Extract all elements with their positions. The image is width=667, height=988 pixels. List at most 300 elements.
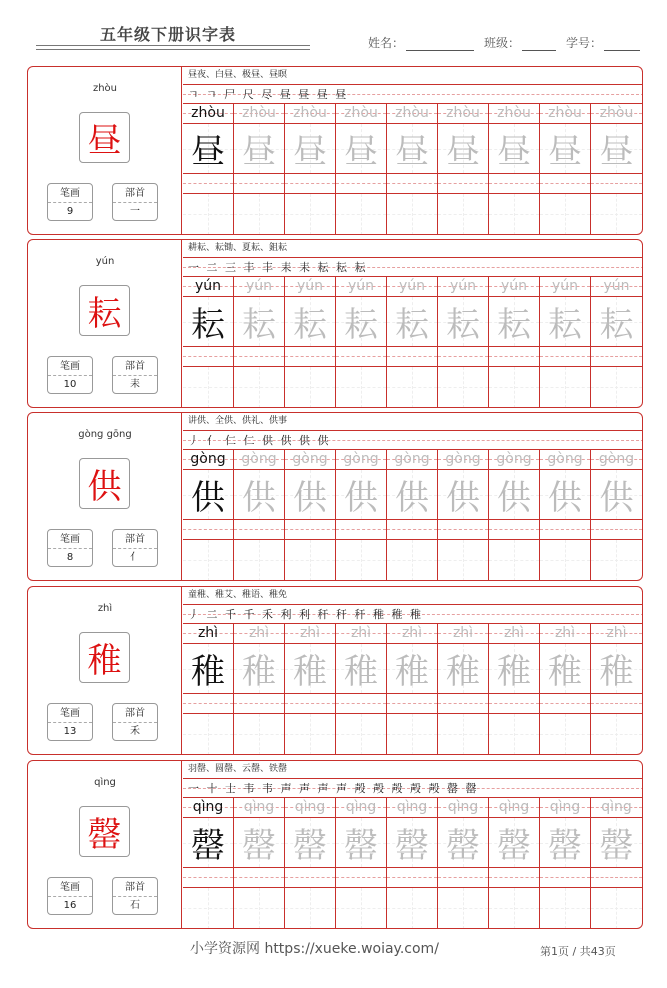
practice-character: 罄: [497, 826, 531, 866]
practice-cell[interactable]: [540, 798, 591, 929]
practice-cell[interactable]: [387, 798, 438, 929]
practice-cell[interactable]: [591, 104, 642, 235]
pinyin-slot: [438, 104, 488, 124]
practice-cell[interactable]: [183, 450, 234, 581]
stroke-count-label: 笔画: [48, 184, 92, 203]
stroke-order-row: [183, 431, 643, 450]
blank-pinyin-line: [183, 520, 233, 540]
character-info: [28, 587, 182, 754]
blank-pinyin-line: [336, 174, 386, 194]
blank-character-box: [438, 714, 488, 755]
practice-pinyin: gòng: [190, 451, 226, 467]
blank-writing-area[interactable]: [234, 868, 284, 929]
practice-character: 耘: [293, 305, 327, 345]
character-slot: [234, 124, 284, 174]
blank-writing-area[interactable]: [234, 174, 284, 235]
pinyin-slot: [234, 798, 284, 818]
practice-cell[interactable]: [285, 104, 336, 235]
character-info: [28, 240, 182, 407]
stroke-count-box: [47, 877, 93, 915]
blank-writing-area[interactable]: [540, 174, 590, 235]
practice-cell[interactable]: [234, 450, 285, 581]
character-slot: [438, 124, 488, 174]
number-field: [566, 34, 640, 51]
practice-pinyin: zhòu: [497, 105, 531, 121]
radical-value: 耒: [130, 379, 140, 390]
practice-cell[interactable]: [234, 104, 285, 235]
blank-character-box: [336, 888, 386, 929]
character-slot: [336, 297, 386, 347]
blank-character-box: [591, 888, 642, 929]
stroke-sequence: ㄱ ㄱ 尸 尺 尽 昼 昼 昼 昼: [188, 88, 349, 101]
practice-cell[interactable]: [387, 277, 438, 408]
pinyin-slot: [285, 277, 335, 297]
practice-cell[interactable]: [438, 798, 489, 929]
blank-writing-area[interactable]: [183, 347, 233, 408]
practice-cell[interactable]: [183, 104, 234, 235]
practice-pinyin: gòng: [496, 451, 532, 467]
page-number: 第1页 / 共43页: [540, 945, 616, 958]
blank-character-box: [591, 540, 642, 581]
practice-cell[interactable]: [234, 798, 285, 929]
blank-pinyin-line: [183, 174, 233, 194]
blank-writing-area[interactable]: [540, 694, 590, 755]
practice-cell[interactable]: [183, 277, 234, 408]
stroke-count-box: [47, 703, 93, 741]
radical-box: [112, 356, 158, 394]
blank-character-box: [591, 714, 642, 755]
practice-pinyin: yún: [347, 278, 375, 294]
practice-pinyin: zhì: [606, 625, 627, 641]
practice-character: 罄: [548, 826, 582, 866]
blank-pinyin-line: [438, 174, 488, 194]
practice-cell[interactable]: [438, 277, 489, 408]
practice-character: 耘: [395, 305, 429, 345]
stroke-count-value: 8: [66, 552, 74, 563]
practice-character: 耘: [497, 305, 531, 345]
blank-writing-area[interactable]: [234, 694, 284, 755]
blank-writing-area[interactable]: [387, 694, 437, 755]
practice-cell[interactable]: [285, 450, 336, 581]
pinyin-slot: [285, 104, 335, 124]
practice-character: 昼: [242, 132, 276, 172]
blank-pinyin-line: [438, 868, 488, 888]
blank-writing-area[interactable]: [285, 347, 335, 408]
practice-pinyin: gòng: [343, 451, 379, 467]
blank-character-box: [489, 540, 539, 581]
practice-cell[interactable]: [591, 624, 642, 755]
pinyin-slot: [438, 624, 488, 644]
practice-cell[interactable]: [489, 277, 540, 408]
practice-cell[interactable]: [489, 450, 540, 581]
practice-cell[interactable]: [285, 277, 336, 408]
practice-cell[interactable]: [234, 277, 285, 408]
practice-character: 昼: [344, 132, 378, 172]
blank-pinyin-line: [540, 694, 590, 714]
blank-pinyin-line: [387, 347, 437, 367]
character-slot: [234, 470, 284, 520]
practice-pinyin: zhòu: [599, 105, 634, 121]
practice-pinyin: zhì: [401, 625, 423, 641]
practice-character: 罄: [395, 826, 429, 866]
practice-character: 昼: [599, 132, 634, 172]
practice-character: 供: [293, 478, 327, 518]
blank-pinyin-line: [285, 868, 335, 888]
blank-character-box: [387, 194, 437, 235]
character-slot: [336, 124, 386, 174]
blank-pinyin-line: [540, 868, 590, 888]
practice-pinyin: yún: [603, 278, 630, 294]
practice-cell[interactable]: [540, 450, 591, 581]
character-slot: [387, 644, 437, 694]
practice-area: [183, 240, 643, 407]
character-display: 耘: [79, 285, 130, 336]
class-blank[interactable]: [522, 39, 556, 51]
pinyin-slot: [183, 798, 233, 818]
blank-pinyin-line: [285, 174, 335, 194]
blank-character-box: [183, 367, 233, 408]
blank-character-box: [285, 714, 335, 755]
blank-writing-area[interactable]: [387, 174, 437, 235]
blank-pinyin-line: [234, 347, 284, 367]
blank-writing-area[interactable]: [234, 520, 284, 581]
character-slot: [285, 644, 335, 694]
practice-cell[interactable]: [540, 277, 591, 408]
character-slot: [336, 644, 386, 694]
practice-pinyin: zhòu: [191, 105, 225, 121]
practice-cell[interactable]: [336, 104, 387, 235]
practice-cell[interactable]: [336, 277, 387, 408]
blank-writing-area[interactable]: [540, 520, 590, 581]
character-slot: [540, 644, 590, 694]
stroke-count-box: [47, 356, 93, 394]
practice-cell[interactable]: [540, 624, 591, 755]
blank-writing-area[interactable]: [285, 520, 335, 581]
blank-pinyin-line: [285, 520, 335, 540]
practice-pinyin: zhì: [554, 625, 576, 641]
blank-pinyin-line: [387, 694, 437, 714]
stroke-order-row: [183, 258, 643, 277]
practice-pinyin: yún: [500, 278, 528, 294]
blank-writing-area[interactable]: [591, 868, 642, 929]
blank-character-box: [336, 714, 386, 755]
blank-character-box: [489, 367, 539, 408]
radical-label: 部首: [113, 530, 157, 549]
practice-character: 稚: [599, 652, 634, 692]
radical-box: [112, 529, 158, 567]
practice-pinyin: gòng: [445, 451, 481, 467]
practice-cell[interactable]: [540, 104, 591, 235]
blank-character-box: [438, 367, 488, 408]
blank-pinyin-line: [540, 520, 590, 540]
blank-writing-area[interactable]: [183, 868, 233, 929]
blank-writing-area[interactable]: [438, 694, 488, 755]
pinyin-slot: [336, 624, 386, 644]
blank-character-box: [489, 194, 539, 235]
pinyin-slot: [489, 450, 539, 470]
character-slot: [540, 124, 590, 174]
practice-character: 稚: [344, 652, 378, 692]
blank-writing-area[interactable]: [489, 694, 539, 755]
name-field: [368, 34, 474, 51]
stroke-count-box: [47, 529, 93, 567]
practice-character: 昼: [497, 132, 531, 172]
practice-character: 供: [191, 478, 225, 518]
practice-pinyin: zhì: [452, 625, 474, 641]
blank-writing-area[interactable]: [336, 520, 386, 581]
blank-writing-area[interactable]: [489, 174, 539, 235]
practice-character: 供: [548, 478, 582, 518]
practice-pinyin: zhòu: [446, 105, 480, 121]
practice-character: 罄: [344, 826, 378, 866]
blank-character-box: [285, 540, 335, 581]
blank-writing-area[interactable]: [183, 520, 233, 581]
pinyin-slot: [591, 104, 642, 124]
practice-cell[interactable]: [591, 277, 642, 408]
practice-cell[interactable]: [438, 104, 489, 235]
practice-area: [183, 67, 643, 234]
pinyin-slot: [438, 277, 488, 297]
practice-cell[interactable]: [387, 450, 438, 581]
practice-cell[interactable]: [489, 624, 540, 755]
stroke-count-label: 笔画: [48, 530, 92, 549]
blank-pinyin-line: [591, 347, 642, 367]
pinyin-slot: [183, 450, 233, 470]
blank-pinyin-line: [234, 694, 284, 714]
practice-cell[interactable]: [438, 624, 489, 755]
practice-pinyin: gòng: [598, 451, 635, 467]
blank-writing-area[interactable]: [183, 174, 233, 235]
pinyin-slot: [285, 624, 335, 644]
blank-writing-area[interactable]: [438, 520, 488, 581]
blank-character-box: [183, 194, 233, 235]
pinyin-slot: [540, 277, 590, 297]
blank-writing-area[interactable]: [336, 868, 386, 929]
character-slot: [285, 818, 335, 868]
character-slot: [591, 297, 642, 347]
page-title: 五年级下册识字表: [100, 25, 237, 44]
practice-grid: [183, 277, 643, 408]
blank-pinyin-line: [540, 174, 590, 194]
blank-writing-area[interactable]: [489, 347, 539, 408]
pinyin-slot: [183, 104, 233, 124]
pinyin-slot: [285, 450, 335, 470]
practice-pinyin: zhì: [503, 625, 525, 641]
number-blank[interactable]: [604, 39, 640, 51]
blank-writing-area[interactable]: [387, 347, 437, 408]
stroke-count-label: 笔画: [48, 357, 92, 376]
character-slot: [285, 297, 335, 347]
blank-writing-area[interactable]: [234, 347, 284, 408]
practice-character: 耘: [242, 305, 276, 345]
site-credit: 小学资源网 https://xueke.woiay.com/: [190, 941, 439, 957]
practice-pinyin: zhòu: [548, 105, 582, 121]
practice-pinyin: qìng: [345, 799, 377, 815]
character-slot: [387, 470, 437, 520]
character-slot: [183, 297, 233, 347]
blank-pinyin-line: [387, 174, 437, 194]
blank-writing-area[interactable]: [387, 520, 437, 581]
blank-character-box: [234, 194, 284, 235]
character-card: [27, 586, 643, 755]
blank-writing-area[interactable]: [285, 868, 335, 929]
blank-character-box: [540, 367, 590, 408]
practice-character: 供: [497, 478, 531, 518]
practice-cell[interactable]: [285, 624, 336, 755]
blank-writing-area[interactable]: [438, 868, 488, 929]
practice-character: 供: [395, 478, 429, 518]
practice-cell[interactable]: [285, 798, 336, 929]
practice-cell[interactable]: [336, 450, 387, 581]
character-slot: [234, 297, 284, 347]
practice-character: 昼: [395, 132, 429, 172]
pinyin-slot: [489, 798, 539, 818]
blank-pinyin-line: [438, 694, 488, 714]
blank-writing-area[interactable]: [285, 174, 335, 235]
practice-cell[interactable]: [336, 624, 387, 755]
character-slot: [540, 470, 590, 520]
blank-pinyin-line: [591, 694, 642, 714]
practice-pinyin: zhòu: [395, 105, 429, 121]
blank-pinyin-line: [336, 520, 386, 540]
practice-grid: [183, 104, 643, 235]
blank-writing-area[interactable]: [540, 347, 590, 408]
example-words: 童稚、稚艾、稚语、稚免: [183, 587, 643, 605]
pinyin-slot: [540, 104, 590, 124]
practice-cell[interactable]: [489, 798, 540, 929]
practice-cell[interactable]: [387, 624, 438, 755]
blank-writing-area[interactable]: [336, 347, 386, 408]
character-pinyin: qìng: [94, 777, 116, 788]
pinyin-slot: [438, 798, 488, 818]
title-underline-2: [36, 49, 310, 50]
character-info: [28, 413, 182, 580]
blank-character-box: [489, 888, 539, 929]
stroke-order-row: [183, 85, 643, 104]
blank-writing-area[interactable]: [489, 520, 539, 581]
blank-pinyin-line: [387, 520, 437, 540]
practice-cell[interactable]: [591, 798, 642, 929]
blank-character-box: [183, 540, 233, 581]
blank-pinyin-line: [438, 520, 488, 540]
practice-area: [183, 761, 643, 928]
radical-value: 一: [130, 206, 140, 217]
blank-pinyin-line: [489, 174, 539, 194]
blank-character-box: [387, 888, 437, 929]
number-label: 学号：: [566, 36, 603, 50]
pinyin-slot: [591, 624, 642, 644]
radical-value: 禾: [130, 726, 140, 737]
blank-character-box: [591, 367, 642, 408]
character-slot: [285, 470, 335, 520]
character-info: [28, 761, 182, 928]
blank-writing-area[interactable]: [591, 347, 642, 408]
character-slot: [489, 818, 539, 868]
blank-writing-area[interactable]: [285, 694, 335, 755]
practice-character: 耘: [548, 305, 582, 345]
blank-pinyin-line: [183, 694, 233, 714]
blank-writing-area[interactable]: [336, 174, 386, 235]
practice-character: 耘: [191, 305, 225, 345]
blank-writing-area[interactable]: [336, 694, 386, 755]
character-card: [27, 66, 643, 235]
pinyin-slot: [336, 277, 386, 297]
stroke-count-value: 13: [63, 726, 77, 737]
character-card: [27, 760, 643, 929]
example-words: 羽罄、圆罄、云罄、铁罄: [183, 761, 643, 779]
character-display: 罄: [79, 806, 130, 857]
blank-pinyin-line: [591, 174, 642, 194]
radical-box: [112, 877, 158, 915]
practice-character: 昼: [548, 132, 582, 172]
practice-character: 罄: [446, 826, 480, 866]
practice-grid: [183, 624, 643, 755]
practice-character: 稚: [548, 652, 582, 692]
blank-writing-area[interactable]: [489, 868, 539, 929]
character-slot: [591, 470, 642, 520]
pinyin-slot: [234, 104, 284, 124]
practice-cell[interactable]: [489, 104, 540, 235]
pinyin-slot: [591, 277, 642, 297]
blank-pinyin-line: [234, 174, 284, 194]
practice-pinyin: yún: [551, 278, 579, 294]
pinyin-slot: [387, 624, 437, 644]
blank-character-box: [336, 540, 386, 581]
practice-character: 罄: [191, 826, 225, 866]
character-slot: [336, 818, 386, 868]
practice-cell[interactable]: [183, 624, 234, 755]
blank-writing-area[interactable]: [387, 868, 437, 929]
practice-cell[interactable]: [183, 798, 234, 929]
blank-character-box: [387, 714, 437, 755]
radical-label: 部首: [113, 357, 157, 376]
practice-pinyin: zhòu: [242, 105, 276, 121]
character-slot: [234, 644, 284, 694]
blank-pinyin-line: [591, 868, 642, 888]
blank-writing-area[interactable]: [438, 174, 488, 235]
practice-cell[interactable]: [387, 104, 438, 235]
name-blank[interactable]: [406, 39, 474, 51]
practice-pinyin: qìng: [498, 799, 530, 815]
blank-writing-area[interactable]: [183, 694, 233, 755]
blank-pinyin-line: [489, 694, 539, 714]
blank-pinyin-line: [489, 520, 539, 540]
pinyin-slot: [489, 104, 539, 124]
practice-cell[interactable]: [234, 624, 285, 755]
blank-writing-area[interactable]: [591, 694, 642, 755]
blank-writing-area[interactable]: [540, 868, 590, 929]
practice-pinyin: gòng: [241, 451, 277, 467]
character-slot: [387, 818, 437, 868]
practice-cell[interactable]: [438, 450, 489, 581]
pinyin-slot: [489, 277, 539, 297]
blank-writing-area[interactable]: [591, 174, 642, 235]
practice-pinyin: zhì: [248, 625, 270, 641]
pinyin-slot: [540, 624, 590, 644]
blank-writing-area[interactable]: [591, 520, 642, 581]
practice-cell[interactable]: [591, 450, 642, 581]
pinyin-slot: [438, 450, 488, 470]
pinyin-slot: [591, 450, 642, 470]
blank-writing-area[interactable]: [438, 347, 488, 408]
practice-character: 稚: [242, 652, 276, 692]
pinyin-slot: [387, 798, 437, 818]
practice-cell[interactable]: [336, 798, 387, 929]
blank-character-box: [489, 714, 539, 755]
blank-character-box: [540, 888, 590, 929]
practice-pinyin: qìng: [447, 799, 479, 815]
radical-box: [112, 703, 158, 741]
